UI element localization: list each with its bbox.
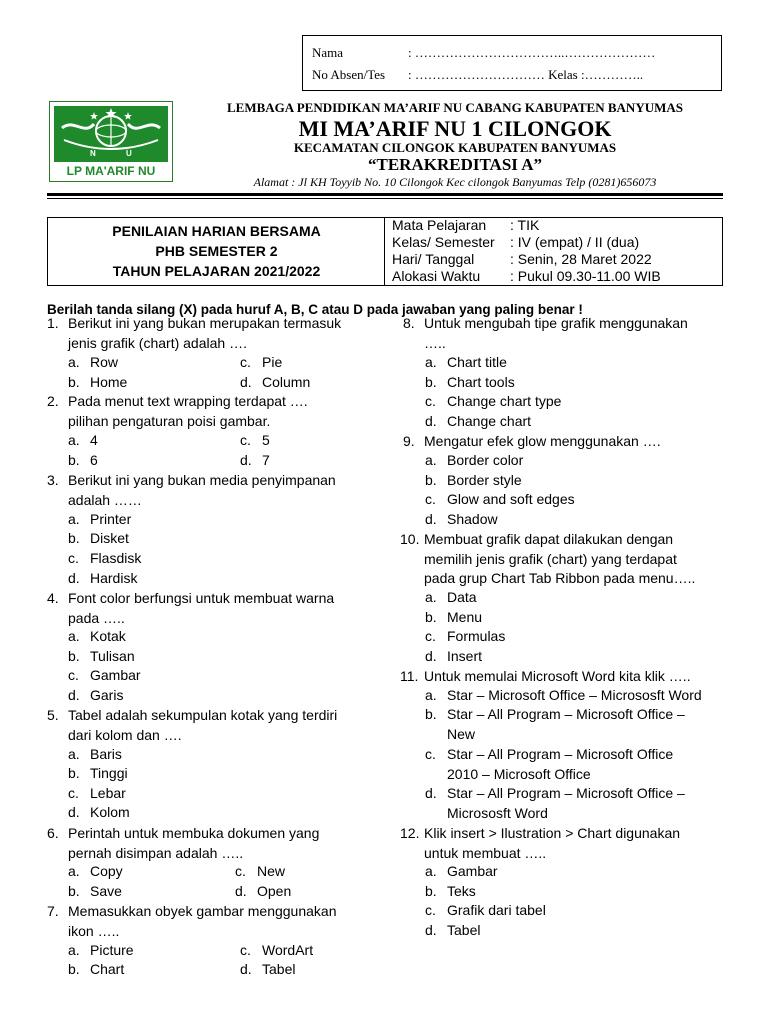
question-text: Memasukkan obyek gambar menggunakan (68, 903, 337, 919)
exam-header-box (47, 217, 723, 286)
absen-field: : ………………………… Kelas :………….. (408, 67, 644, 82)
question-number: 5. (47, 707, 59, 723)
question-number: 9. (403, 433, 415, 449)
letterhead-divider-thin (47, 198, 723, 199)
question-number: 7. (47, 903, 59, 919)
info-value: : Senin, 28 Maret 2022 (510, 251, 652, 267)
question-text: memilih jenis grafik (chart) yang terdapat (424, 550, 677, 567)
question-text: Mengatur efek glow menggunakan …. (424, 433, 661, 449)
svg-text:U: U (126, 149, 132, 158)
lp-maarif-nu-logo (49, 101, 173, 182)
question-text: pilihan pengaturan poisi gambar. (68, 412, 271, 429)
question-text: pernah disimpan adalah ….. (68, 844, 244, 861)
info-value: : TIK (510, 217, 540, 233)
question-text: pada ….. (68, 609, 125, 626)
question-number: 3. (47, 472, 59, 488)
absen-label: No Absen/Tes (312, 67, 386, 82)
letterhead-institution: LEMBAGA PENDIDIKAN MA’ARIF NU CABANG KABUPATEN BANYUMAS (227, 100, 683, 115)
logo-text: LP MA'ARIF NU (66, 164, 156, 178)
letterhead-district: KECAMATAN CILONGOK KABUPATEN BANYUMAS (293, 140, 617, 155)
letterhead-accreditation: “TERAKREDITASI A” (368, 155, 542, 174)
question-text: jenis grafik (chart) adalah …. (68, 334, 247, 351)
info-label: Hari/ Tanggal (392, 251, 475, 267)
logo-emblem (54, 106, 168, 162)
question-text: Perintah untuk membuka dokumen yang (68, 825, 320, 841)
exam-info-cell (386, 218, 723, 285)
question-number: 2. (47, 393, 59, 409)
question-text: Klik insert > Ilustration > Chart digunakan (424, 825, 681, 841)
question-number: 10. (400, 531, 420, 547)
letterhead-address: Alamat : Jl KH Toyyib No. 10 Cilongok Kec cilongok Banyumas Telp (0281)656073 (253, 175, 657, 189)
question-text: dari kolom dan …. (68, 726, 182, 743)
letterhead-divider-thick (47, 193, 723, 196)
info-label: Alokasi Waktu (392, 268, 481, 284)
question-text: pada grup Chart Tab Ribbon pada menu….. (424, 570, 696, 587)
question-text: Untuk memulai Microsoft Word kita klik ….. (424, 668, 691, 684)
question-text: ikon ….. (68, 922, 120, 939)
letterhead-school-name: MI MA’ARIF NU 1 CILONGOK (298, 116, 612, 141)
question-number: 6. (47, 825, 59, 841)
question-text: untuk membuat ….. (424, 844, 547, 861)
name-field: : ……………………………..………………… (408, 45, 656, 60)
question-text: Untuk mengubah tipe grafik menggunakan (424, 315, 688, 331)
info-label: Kelas/ Semester (392, 234, 495, 250)
instruction-text: Berilah tanda silang (X) pada huruf A, B, C atau D pada jawaban yang paling benar ! (47, 302, 583, 317)
exam-title-1: PENILAIAN HARIAN BERSAMA (112, 223, 321, 239)
question-text: Berikut ini yang bukan media penyimpanan (68, 472, 336, 488)
question-number: 4. (47, 590, 59, 606)
question-text: adalah …… (68, 491, 142, 508)
exam-title-3: TAHUN PELAJARAN 2021/2022 (112, 263, 321, 279)
question-number: 8. (403, 315, 415, 331)
info-value: : IV (empat) / II (dua) (510, 234, 640, 250)
question-text: Font color berfungsi untuk membuat warna (68, 590, 335, 606)
student-identity-box (302, 35, 722, 91)
question-text: Membuat grafik dapat dilakukan dengan (424, 531, 674, 547)
question-text: Tabel adalah sekumpulan kotak yang terdiri (68, 707, 338, 723)
info-label: Mata Pelajaran (392, 217, 487, 233)
name-label: Nama (312, 45, 344, 60)
exam-title-2: PHB SEMESTER 2 (155, 243, 278, 259)
question-number: 12. (400, 825, 420, 841)
question-text: ….. (424, 334, 446, 351)
question-text: Berikut ini yang bukan merupakan termasuk (68, 315, 342, 331)
exam-title-cell (48, 218, 385, 285)
svg-text:N: N (90, 149, 96, 158)
question-text: Pada menut text wrapping terdapat …. (68, 393, 308, 409)
question-number: 11. (400, 668, 419, 684)
question-number: 1. (47, 315, 59, 331)
info-value: : Pukul 09.30-11.00 WIB (510, 268, 661, 284)
